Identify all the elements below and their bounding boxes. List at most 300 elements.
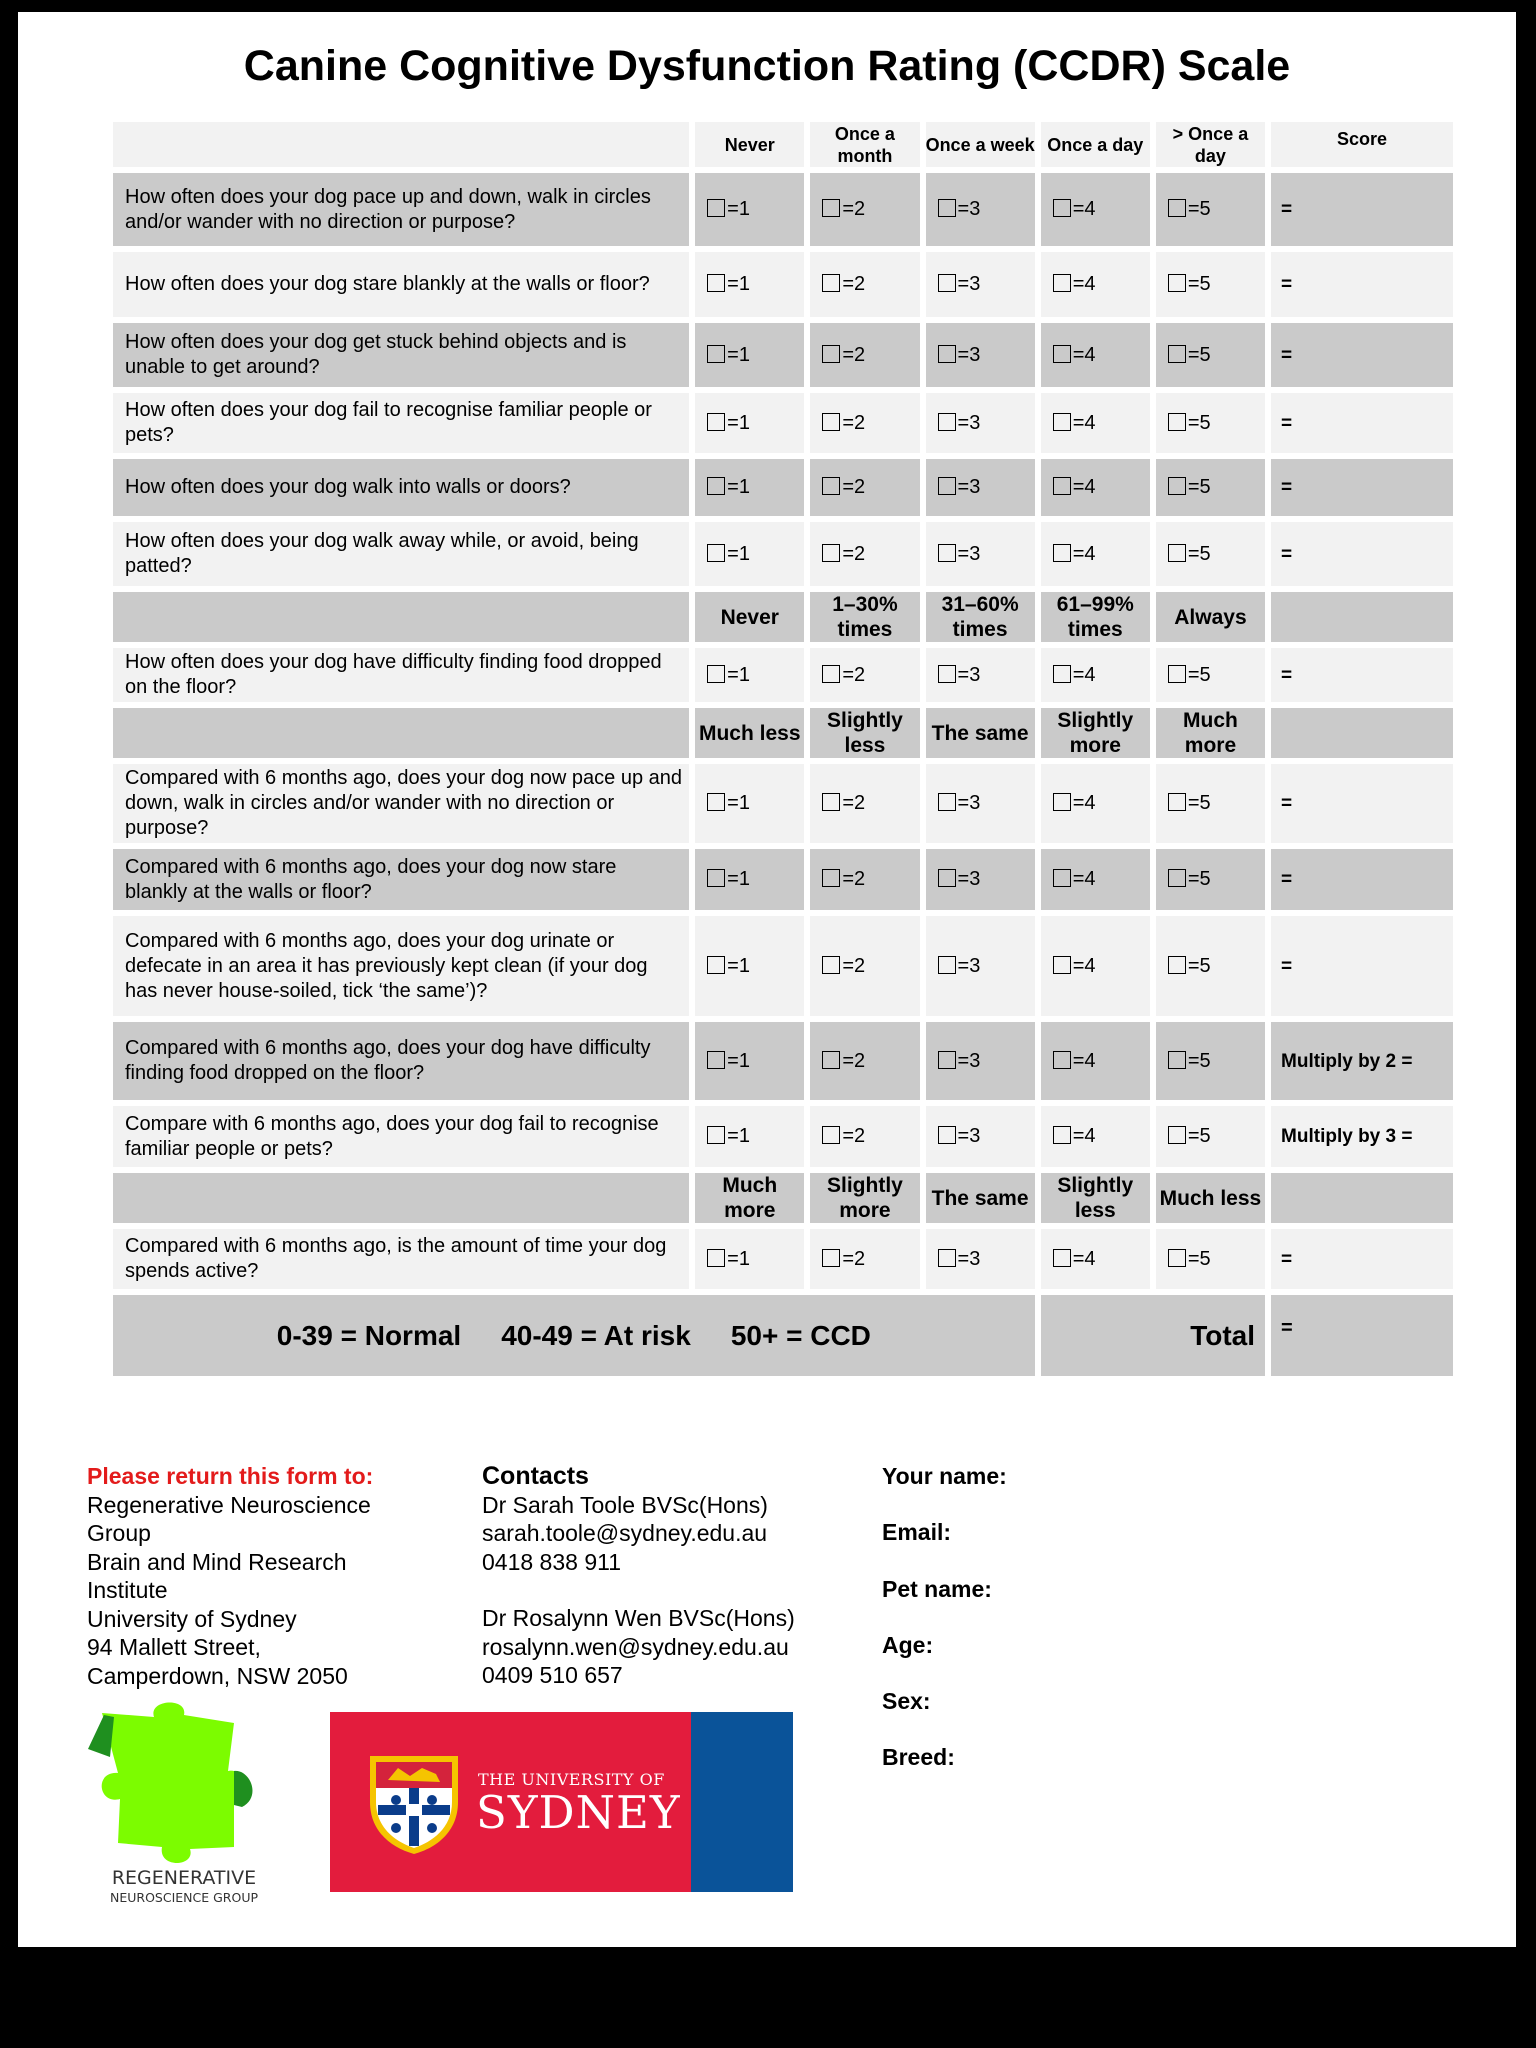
answer-option[interactable] [695,522,804,586]
answer-option[interactable] [1041,459,1150,516]
score-cell[interactable]: = [1271,252,1453,317]
score-cell[interactable]: = [1271,323,1453,387]
question-text: How often does your dog walk into walls or doors? [113,459,689,516]
option-value: =3 [957,954,981,977]
option-value: =4 [1072,198,1096,220]
checkbox-icon[interactable] [1053,345,1071,363]
rng-logo-line1: REGENERATIVE [111,1867,257,1889]
answer-option[interactable] [1041,1022,1150,1100]
checkbox-icon[interactable] [707,544,725,562]
answer-option[interactable] [695,173,804,246]
answer-option[interactable] [695,648,804,702]
checkbox-icon[interactable] [1053,1051,1071,1069]
checkbox-icon[interactable] [707,793,725,811]
score-cell[interactable]: = [1271,764,1453,843]
question-row [113,1229,1453,1289]
checkbox-icon[interactable] [938,199,956,217]
checkbox-icon[interactable] [1053,477,1071,495]
contact-name: Dr Rosalynn Wen BVSc(Hons) [482,1605,795,1631]
puzzle-piece-icon [102,1702,246,1863]
answer-option[interactable] [1041,252,1150,317]
usyd-logo-line1: THE UNIVERSITY OF [478,1770,665,1789]
answer-option[interactable] [926,849,1035,910]
return-address-block [87,1462,417,1690]
checkbox-icon[interactable] [1053,793,1071,811]
checkbox-icon[interactable] [1168,1051,1186,1069]
checkbox-icon[interactable] [938,869,956,887]
checkbox-icon[interactable] [1053,274,1071,292]
answer-option[interactable] [1156,648,1265,702]
option-value: =1 [727,868,750,890]
checkbox-icon[interactable] [938,1051,956,1069]
score-legend [113,1295,1035,1376]
answer-option[interactable] [1156,393,1265,453]
form-page [18,12,1516,1947]
subheader-blank-cell [1271,1173,1453,1223]
option-value: =5 [1187,868,1211,890]
question-row [113,849,1453,910]
score-cell[interactable]: = [1271,522,1453,586]
checkbox-icon[interactable] [822,413,840,431]
subheader-blank-cell [113,1173,689,1223]
option-value: =5 [1187,1049,1211,1072]
col-more-than-once-day-header: > Once a day [1156,122,1265,167]
answer-option[interactable] [926,648,1035,702]
option-value: =5 [1187,343,1211,366]
option-value: =5 [1187,542,1211,565]
answer-option[interactable] [695,1022,804,1100]
checkbox-icon[interactable] [707,869,725,887]
owner-details-fields [882,1462,1282,1800]
checkbox-icon[interactable] [1053,413,1071,431]
answer-option[interactable] [1041,1229,1150,1289]
option-value: =2 [842,1247,866,1270]
subheader-blank-cell [1271,708,1453,758]
checkbox-icon[interactable] [1053,544,1071,562]
option-value: =4 [1072,411,1096,434]
checkbox-icon[interactable] [1168,1126,1186,1144]
answer-option[interactable] [926,764,1035,843]
option-value: =3 [957,792,981,814]
col-once-day-header: Once a day [1041,122,1150,167]
checkbox-icon[interactable] [1053,1249,1071,1267]
checkbox-icon[interactable] [938,477,956,495]
option-value: =1 [727,1049,750,1072]
col-once-week-header: Once a week [926,122,1035,167]
col-score-header: Score [1271,122,1453,167]
subheader-row [113,1173,1453,1223]
table-body [113,122,1453,1376]
subheader-label: Never [695,592,804,642]
option-value: =2 [842,476,866,498]
answer-option[interactable] [695,1106,804,1167]
total-row [113,1295,1453,1376]
answer-option[interactable] [810,916,919,1016]
answer-option[interactable] [926,522,1035,586]
checkbox-icon[interactable] [938,1249,956,1267]
answer-option[interactable] [810,764,919,843]
score-multiplier-cell[interactable]: Multiply by 2 = [1271,1022,1453,1100]
score-cell[interactable]: = [1271,459,1453,516]
answer-option[interactable] [1156,764,1265,843]
return-line: University of Sydney [87,1605,297,1632]
checkbox-icon[interactable] [822,1249,840,1267]
usyd-blue-panel [691,1712,793,1892]
contact-phone: 0409 510 657 [482,1662,623,1688]
checkbox-icon[interactable] [938,274,956,292]
answer-option[interactable] [926,252,1035,317]
answer-option[interactable] [810,849,919,910]
answer-option[interactable] [1156,522,1265,586]
answer-option[interactable] [810,1229,919,1289]
answer-option[interactable] [926,1106,1035,1167]
subheader-label: 61–99% times [1041,592,1150,642]
subheader-label: The same [926,1173,1035,1223]
option-value: =2 [842,1049,866,1072]
question-row [113,522,1453,586]
option-value: =4 [1072,343,1096,366]
option-value: =3 [957,663,981,686]
answer-option[interactable] [1156,173,1265,246]
age-field-label[interactable]: Age: [882,1631,934,1658]
checkbox-icon[interactable] [1168,544,1186,562]
option-value: =3 [957,343,981,366]
contact-phone: 0418 838 911 [482,1548,621,1575]
option-value: =1 [727,542,750,565]
option-value: =5 [1187,954,1211,977]
legend-item: 40-49 = At risk [501,1319,691,1351]
option-value: =3 [957,476,981,498]
answer-option[interactable] [810,252,919,317]
your-name-field-label[interactable]: Your name: [882,1463,1007,1489]
col-never-header: Never [695,122,804,167]
option-value: =4 [1072,273,1096,295]
answer-option[interactable] [1156,849,1265,910]
option-value: =1 [727,1247,750,1270]
answer-option[interactable] [926,459,1035,516]
answer-option[interactable] [926,1022,1035,1100]
answer-option[interactable] [695,764,804,843]
option-value: =2 [842,954,866,977]
option-value: =1 [727,411,750,434]
contacts-block [482,1462,842,1690]
option-value: =4 [1072,1125,1096,1147]
checkbox-icon[interactable] [1168,869,1186,887]
ccdr-rating-table [107,116,1459,1382]
subheader-blank-cell [113,592,689,642]
answer-option[interactable] [1156,323,1265,387]
header-row [113,122,1453,167]
answer-option[interactable] [695,323,804,387]
question-row [113,173,1453,246]
subheader-label: 1–30% times [810,592,919,642]
checkbox-icon[interactable] [1168,793,1186,811]
option-value: =4 [1072,792,1096,814]
option-value: =5 [1187,198,1211,220]
answer-option[interactable] [1041,323,1150,387]
checkbox-icon[interactable] [707,1126,725,1144]
question-text: How often does your dog walk away while, or avoid, being patted? [113,522,689,586]
option-value: =4 [1072,954,1096,977]
answer-option[interactable] [926,393,1035,453]
university-of-sydney-logo [330,1712,793,1892]
option-value: =2 [842,273,866,295]
sex-field-label[interactable]: Sex: [882,1688,931,1715]
answer-option[interactable] [926,173,1035,246]
checkbox-icon[interactable] [707,665,725,683]
answer-option[interactable] [1041,393,1150,453]
option-value: =1 [727,792,750,814]
subheader-label: Slightly more [1041,708,1150,758]
checkbox-icon[interactable] [1053,665,1071,683]
option-value: =2 [842,198,866,220]
option-value: =1 [727,198,750,220]
checkbox-icon[interactable] [938,544,956,562]
subheader-blank-cell [1271,592,1453,642]
checkbox-icon[interactable] [1053,1126,1071,1144]
checkbox-icon[interactable] [1168,956,1186,974]
score-cell[interactable]: = [1271,173,1453,246]
checkbox-icon[interactable] [822,956,840,974]
option-value: =1 [727,476,750,498]
question-row [113,916,1453,1016]
email-field-label[interactable]: Email: [882,1519,952,1546]
checkbox-icon[interactable] [707,413,725,431]
rng-logo-line2: NEUROSCIENCE GROUP [109,1890,259,1905]
score-cell[interactable]: = [1271,393,1453,453]
contact-name: Dr Sarah Toole BVSc(Hons) [482,1491,768,1518]
question-text: Compared with 6 months ago, does your dog now stare blankly at the walls or floor? [113,849,689,910]
checkbox-icon[interactable] [1053,199,1071,217]
answer-option[interactable] [810,1106,919,1167]
question-row [113,459,1453,516]
option-value: =2 [842,663,866,686]
checkbox-icon[interactable] [1168,274,1186,292]
checkbox-icon[interactable] [707,1249,725,1267]
option-value: =2 [842,411,866,434]
checkbox-icon[interactable] [822,544,840,562]
answer-option[interactable] [1041,764,1150,843]
answer-option[interactable] [810,393,919,453]
option-value: =5 [1187,411,1211,434]
checkbox-icon[interactable] [1053,956,1071,974]
subheader-label: Slightly less [810,708,919,758]
option-value: =1 [727,1125,750,1147]
answer-option[interactable] [810,1022,919,1100]
subheader-row [113,708,1453,758]
option-value: =4 [1072,868,1096,890]
usyd-crest-icon [366,1752,462,1856]
answer-option[interactable] [1041,916,1150,1016]
checkbox-icon[interactable] [1168,345,1186,363]
subheader-label: The same [926,708,1035,758]
question-text: How often does your dog pace up and down, walk in circles and/or wander with no direction or purpose? [113,173,689,246]
answer-option[interactable] [1156,252,1265,317]
legend-item: 50+ = CCD [730,1319,871,1351]
score-cell[interactable]: = [1271,916,1453,1016]
checkbox-icon[interactable] [822,665,840,683]
answer-option[interactable] [695,849,804,910]
contact-spacer [482,1576,842,1604]
option-value: =5 [1187,663,1211,686]
question-text: How often does your dog stare blankly at the walls or floor? [113,252,689,317]
contact-email-link[interactable]: sarah.toole@sydney.edu.au [482,1520,768,1546]
checkbox-icon[interactable] [822,477,840,495]
legend-item: 0-39 = Normal [276,1319,462,1351]
option-value: =3 [957,1049,981,1072]
usyd-logo-line2: SYDNEY [476,1786,681,1839]
question-text: Compared with 6 months ago, does your dog have difficulty finding food dropped on the floor? [113,1022,689,1100]
answer-option[interactable] [810,173,919,246]
option-value: =3 [957,198,981,220]
checkbox-icon[interactable] [707,345,725,363]
question-row [113,648,1453,702]
return-line: Brain and Mind Research Institute [87,1548,347,1603]
option-value: =1 [727,273,750,295]
answer-option[interactable] [810,648,919,702]
answer-option[interactable] [1156,459,1265,516]
option-value: =3 [957,411,981,434]
answer-option[interactable] [1156,1106,1265,1167]
subheader-label: Always [1156,592,1265,642]
option-value: =5 [1187,273,1211,295]
option-value: =4 [1072,1049,1096,1072]
option-value: =3 [957,273,981,295]
contacts-heading: Contacts [482,1462,589,1490]
checkbox-icon[interactable] [707,1051,725,1069]
checkbox-icon[interactable] [1168,1249,1186,1267]
total-label: Total [1041,1295,1265,1376]
score-cell[interactable]: = [1271,849,1453,910]
option-value: =2 [842,542,866,565]
return-heading: Please return this form to: [87,1463,374,1489]
answer-option[interactable] [1041,849,1150,910]
subheader-label: Slightly less [1041,1173,1150,1223]
answer-option[interactable] [1156,1022,1265,1100]
return-line: Regenerative Neuroscience Group [87,1491,371,1546]
subheader-label: 31–60% times [926,592,1035,642]
checkbox-icon[interactable] [1168,665,1186,683]
checkbox-icon[interactable] [938,413,956,431]
answer-option[interactable] [1041,522,1150,586]
answer-option[interactable] [695,393,804,453]
answer-option[interactable] [695,459,804,516]
answer-option[interactable] [695,1229,804,1289]
question-text: Compare with 6 months ago, does your dog fail to recognise familiar people or pets? [113,1106,689,1167]
checkbox-icon[interactable] [707,956,725,974]
checkbox-icon[interactable] [822,345,840,363]
answer-option[interactable] [695,916,804,1016]
question-row [113,1022,1453,1100]
score-multiplier-cell[interactable]: Multiply by 3 = [1271,1106,1453,1167]
checkbox-icon[interactable] [707,477,725,495]
answer-option[interactable] [1041,1106,1150,1167]
option-value: =3 [957,1125,981,1147]
answer-option[interactable] [695,252,804,317]
question-text: How often does your dog fail to recognise familiar people or pets? [113,393,689,453]
answer-option[interactable] [926,1229,1035,1289]
col-once-month-header: Once a month [810,122,919,167]
checkbox-icon[interactable] [938,665,956,683]
header-blank-cell [113,122,689,167]
answer-option[interactable] [1041,648,1150,702]
pet-name-field-label[interactable]: Pet name: [882,1575,992,1602]
answer-option[interactable] [1156,1229,1265,1289]
checkbox-icon[interactable] [822,1126,840,1144]
answer-option[interactable] [810,522,919,586]
answer-option[interactable] [1041,173,1150,246]
checkbox-icon[interactable] [822,199,840,217]
checkbox-icon[interactable] [822,1051,840,1069]
option-value: =1 [727,954,750,977]
option-value: =5 [1187,792,1211,814]
option-value: =3 [957,1247,981,1270]
checkbox-icon[interactable] [822,274,840,292]
answer-option[interactable] [926,323,1035,387]
subheader-label: Much more [695,1173,804,1223]
option-value: =4 [1072,663,1096,686]
checkbox-icon[interactable] [938,345,956,363]
option-value: =3 [957,868,981,890]
option-value: =1 [727,343,750,366]
answer-option[interactable] [1156,916,1265,1016]
answer-option[interactable] [926,916,1035,1016]
subheader-blank-cell [113,708,689,758]
question-row [113,323,1453,387]
option-value: =1 [727,663,750,686]
question-row [113,393,1453,453]
option-value: =5 [1187,1247,1211,1270]
option-value: =3 [957,542,981,565]
page-title: Canine Cognitive Dysfunction Rating (CCDR) Scale [243,42,1291,90]
contact-email-link[interactable]: rosalynn.wen@sydney.edu.au [482,1633,789,1660]
score-cell[interactable]: = [1271,648,1453,702]
question-row [113,1106,1453,1167]
checkbox-icon[interactable] [1053,869,1071,887]
option-value: =4 [1072,542,1096,565]
option-value: =4 [1072,1247,1096,1270]
checkbox-icon[interactable] [938,1126,956,1144]
subheader-row [113,592,1453,642]
option-value: =4 [1072,476,1096,498]
question-row [113,764,1453,843]
checkbox-icon[interactable] [1168,413,1186,431]
answer-option[interactable] [810,459,919,516]
checkbox-icon[interactable] [1168,199,1186,217]
checkbox-icon[interactable] [822,869,840,887]
checkbox-icon[interactable] [822,793,840,811]
question-text: How often does your dog get stuck behind objects and is unable to get around? [113,323,689,387]
option-value: =5 [1187,476,1211,498]
checkbox-icon[interactable] [938,793,956,811]
question-text: How often does your dog have difficulty finding food dropped on the floor? [113,648,689,702]
option-value: =2 [842,868,866,890]
option-value: =2 [842,792,866,814]
question-text: Compared with 6 months ago, does your dog urinate or defecate in an area it has previously kept clean (if your dog has never house-soiled, tick ‘the same’)? [113,916,689,1016]
subheader-label: Slightly more [810,1173,919,1223]
checkbox-icon[interactable] [707,274,725,292]
checkbox-icon[interactable] [1168,477,1186,495]
answer-option[interactable] [810,323,919,387]
subheader-label: Much more [1156,708,1265,758]
score-cell[interactable]: = [1271,1229,1453,1289]
regenerative-neuroscience-logo [84,1697,284,1907]
checkbox-icon[interactable] [938,956,956,974]
total-score-cell[interactable]: = [1271,1295,1453,1376]
breed-field-label[interactable]: Breed: [882,1744,955,1771]
checkbox-icon[interactable] [707,199,725,217]
subheader-label: Much less [695,708,804,758]
